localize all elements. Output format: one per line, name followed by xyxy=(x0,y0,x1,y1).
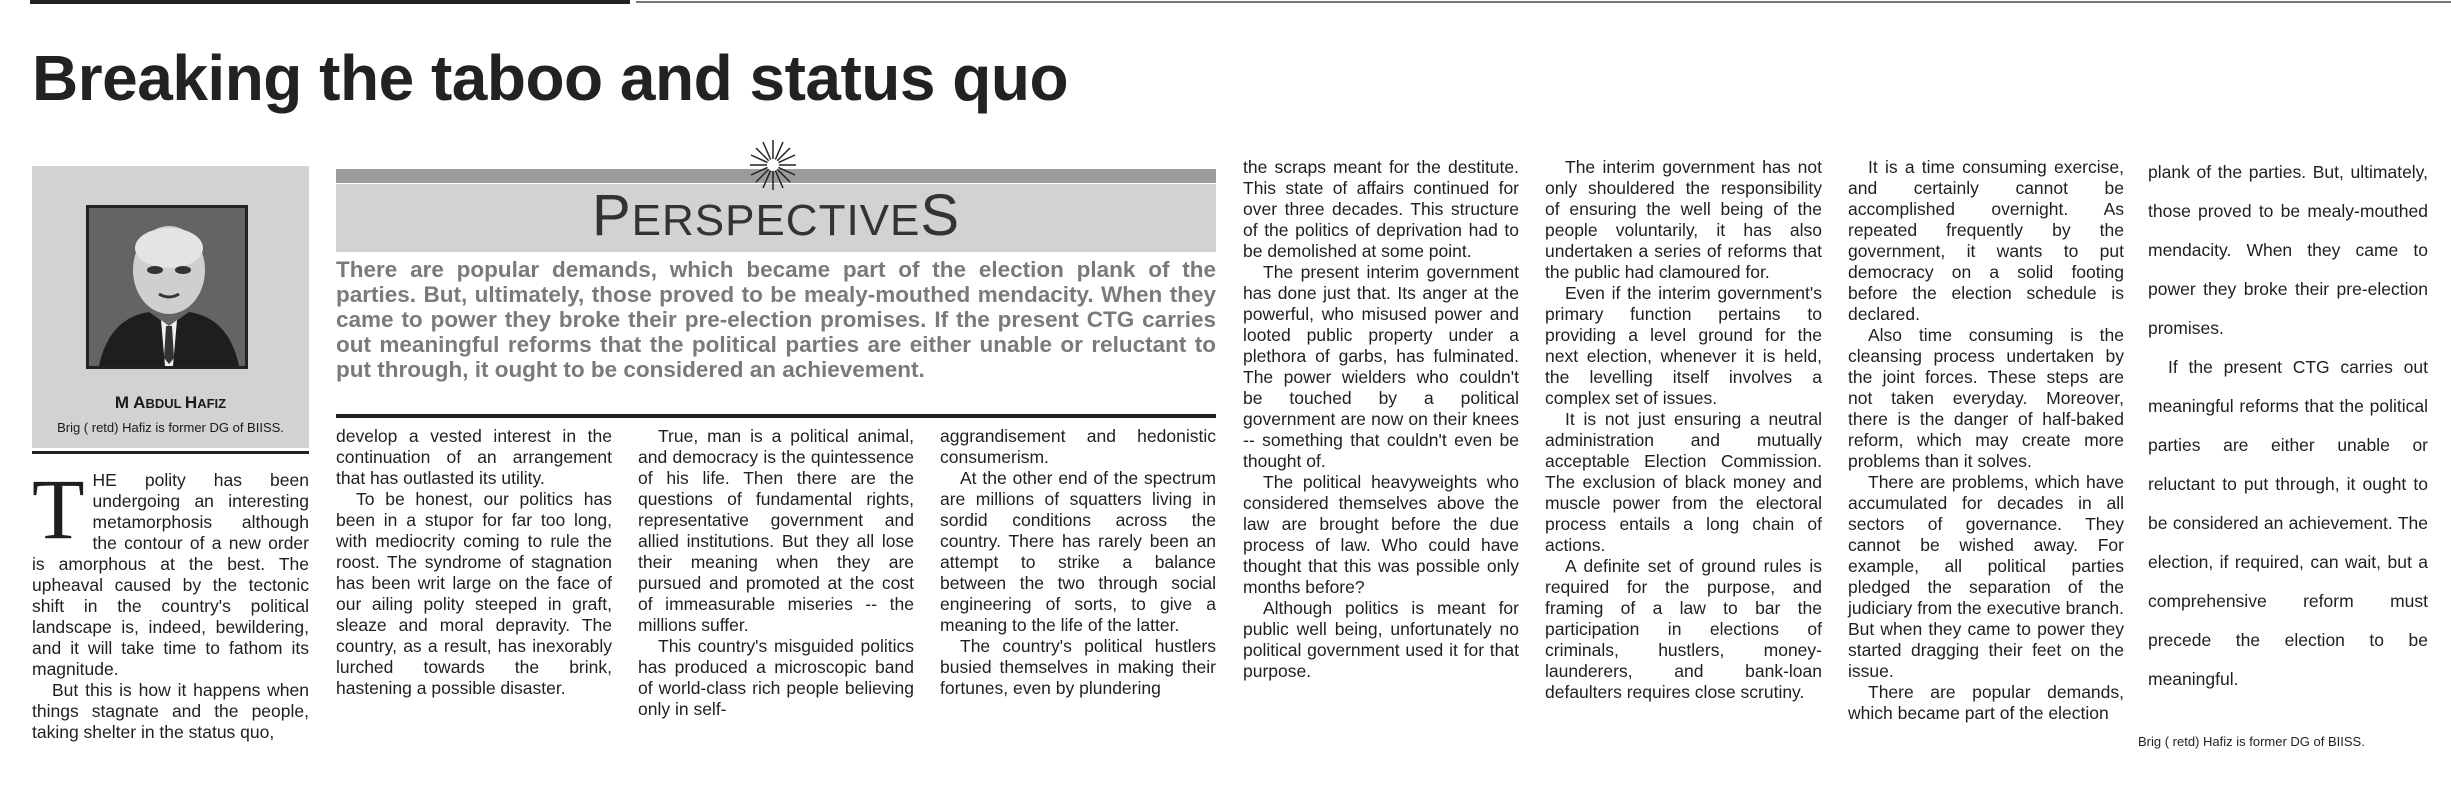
paragraph: At the other end of the spectrum are millions of squatters living in sordid conditions across the country. There has rarely been an attempt to strike a balance between the two through social engineering of sorts, to give a meaning to the life of the latter. xyxy=(940,468,1216,635)
column-8 xyxy=(2148,153,2428,699)
paragraph: This country's misguided politics has produced a microscopic band of world-class rich people believing only in self- xyxy=(638,636,914,719)
paragraph: The political heavyweights who considered themselves above the law are brought before the due process of law. Who could have thought that this was possible only months before? xyxy=(1243,472,1519,597)
paragraph: develop a vested interest in the continuation of an arrangement that has outlasted its utility. xyxy=(336,426,612,488)
pull-quote: There are popular demands, which became part of the election plank of the parties. But, ultimately, those proved to be mealy-mouthed mendacity. When they came to power they broke their pre-election promises. If the present CTG carries out meaningful reforms that the political parties are either unable or reluctant to put through, it ought to be considered an achievement. xyxy=(336,257,1216,382)
column-6 xyxy=(1545,157,1822,703)
paragraph: the scraps meant for the destitute. This state of affairs continued for over three decades. This structure of the politics of deprivation had to be demolished at some point. xyxy=(1243,157,1519,261)
author-name: M ABDUL HAFIZ xyxy=(114,393,227,412)
paragraph: Even if the interim government's primary function pertains to providing a level ground for the next election, whenever it is held, the levelling itself involves a complex set of issues. xyxy=(1545,283,1822,408)
paragraph: But this is how it happens when things stagnate and the people, taking shelter in the status quo, xyxy=(32,680,309,742)
starburst-icon xyxy=(748,138,798,192)
paragraph: aggrandisement and hedonistic consumerism. xyxy=(940,426,1216,467)
column-4 xyxy=(940,426,1216,699)
column-2 xyxy=(336,426,612,699)
author-rule xyxy=(32,451,309,454)
paragraph: It is not just ensuring a neutral administration and mutually acceptable Election Commission. The exclusion of black money and muscle power from the electoral process entails a long chain of actions. xyxy=(1545,409,1822,555)
author-photo xyxy=(86,205,248,369)
column-5 xyxy=(1243,157,1519,682)
paragraph: A definite set of ground rules is required for the purpose, and framing of a law to bar the participation in elections of criminals, hustlers, money-launderers, and bank-loan defaulters requires close scrutiny. xyxy=(1545,556,1822,702)
author-tail-note: Brig ( retd) Hafiz is former DG of BIISS. xyxy=(2138,734,2365,749)
top-rule-heavy xyxy=(30,0,630,4)
paragraph: There are popular demands, which became part of the election xyxy=(1848,682,2124,723)
paragraph: The interim government has not only shouldered the responsibility of ensuring the well being of the people voluntarily, it has also undertaken a series of reforms that the public had clamoured for. xyxy=(1545,157,1822,282)
perspectives-title: PERSPECTIVES xyxy=(591,183,961,248)
paragraph: Although politics is meant for public well being, unfortunately no political government used it for that purpose. xyxy=(1243,598,1519,681)
paragraph: It is a time consuming exercise, and certainly cannot be accomplished overnight. As repeated frequently by the government, it wants to put democracy on a solid footing before the election schedule is declared. xyxy=(1848,157,2124,324)
paragraph: THE polity has been undergoing an interesting metamorphosis although the contour of a new order is amorphous at the best. The upheaval caused by the tectonic shift in the country's political landscape is, indeed, bewildering, and it will take time to fathom its magnitude. xyxy=(32,461,309,679)
author-note: Brig ( retd) Hafiz is former DG of BIISS. xyxy=(57,420,284,435)
paragraph: Also time consuming is the cleansing process undertaken by the joint forces. These steps are not taken everyday. Moreover, there is the danger of half-baked reform, which may create more problems than it solves. xyxy=(1848,325,2124,471)
paragraph: The country's political hustlers busied themselves in making their fortunes, even by plundering xyxy=(940,636,1216,698)
column-7 xyxy=(1848,157,2124,724)
pull-quote-rule xyxy=(336,414,1216,418)
paragraph: plank of the parties. But, ultimately, those proved to be mealy-mouthed mendacity. When they came to power they broke their pre-election promises. xyxy=(2148,162,2428,338)
column-1 xyxy=(32,461,309,743)
paragraph: There are problems, which have accumulated for decades in all sectors of governance. They cannot be wished away. For example, all political parties pledged the separation of the judiciary from the executive branch. But when they came to power they started dragging their feet on the issue. xyxy=(1848,472,2124,681)
paragraph: The present interim government has done just that. Its anger at the powerful, who misused power and looted public property under a plethora of garbs, has fulminated. The power wielders who couldn't be touched by a political government are now on their knees -- something that couldn't even be thought of. xyxy=(1243,262,1519,471)
column-3 xyxy=(638,426,914,720)
headline: Breaking the taboo and status quo xyxy=(32,42,1069,114)
paragraph: If the present CTG carries out meaningful reforms that the political parties are either unable or reluctant to put through, it ought to be considered an achievement. The election, if required, can wait, but a comprehensive reform must precede the election to be meaningful. xyxy=(2148,357,2428,689)
paragraph: True, man is a political animal, and democracy is the quintessence of his life. Then there are the questions of fundamental rights, representative government and allied institutions. But they all lose their meaning when they are pursued and promoted at the cost of immeasurable miseries -- the millions suffer. xyxy=(638,426,914,635)
drop-cap: T xyxy=(32,461,85,557)
paragraph: To be honest, our politics has been in a stupor for far too long, with mediocrity coming to rule the roost. The syndrome of stagnation has been writ large on the face of our ailing polity steeped in graft, sleaze and moral depravity. The country, as a result, has inexorably lurched towards the brink, hastening a possible disaster. xyxy=(336,489,612,698)
top-rule-thin xyxy=(636,1,2451,3)
